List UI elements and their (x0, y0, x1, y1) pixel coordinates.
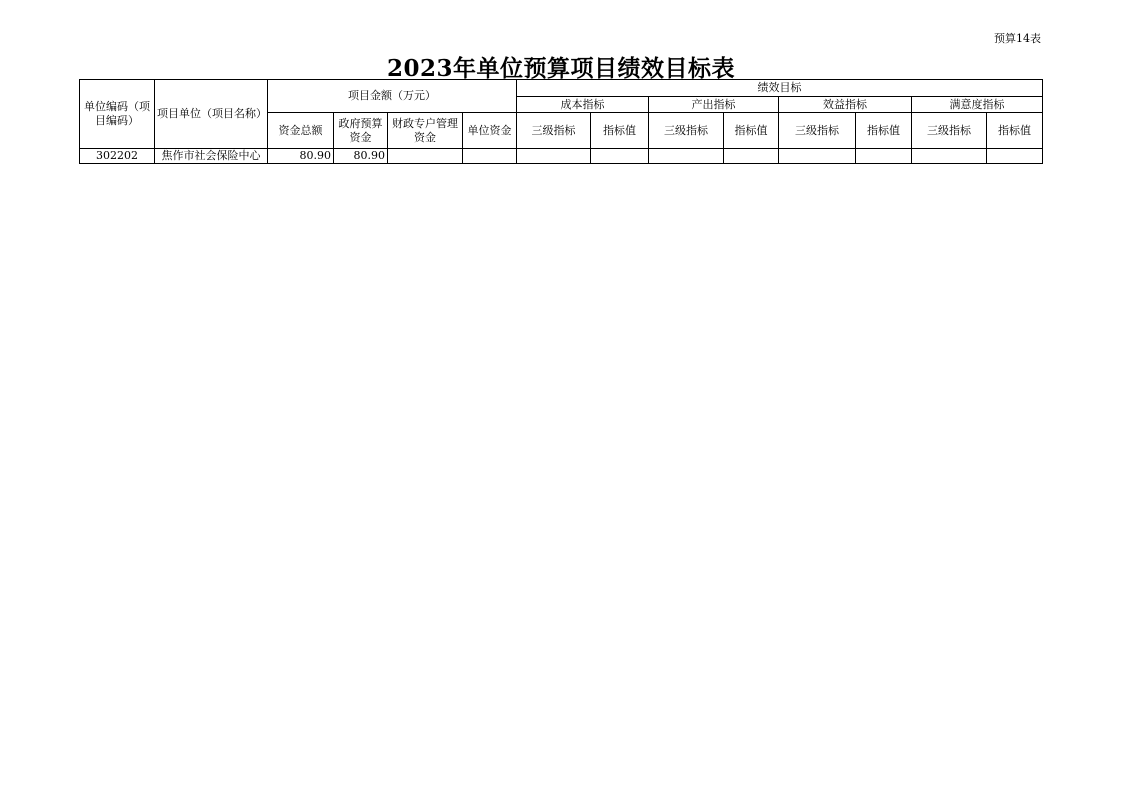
empty-cell (987, 149, 1043, 164)
empty-cell (649, 149, 724, 164)
header-level3-indicator: 三级指标 (912, 113, 987, 149)
header-amount-group: 项目金额（万元） (268, 80, 517, 113)
header-unit-funds: 单位资金 (463, 113, 517, 149)
header-unit-name: 项目单位（项目名称） (155, 80, 268, 149)
empty-cell (912, 149, 987, 164)
unit-total-funds: 80.90 (268, 149, 334, 164)
unit-code: 302202 (80, 149, 155, 164)
empty-cell (724, 149, 779, 164)
table-number-label: 预算14表 (994, 32, 1041, 45)
header-level3-indicator: 三级指标 (649, 113, 724, 149)
header-total-funds: 资金总额 (268, 113, 334, 149)
header-cost-indicator: 成本指标 (517, 97, 649, 113)
header-indicator-value: 指标值 (856, 113, 912, 149)
header-unit-code: 单位编码（项目编码） (80, 80, 155, 149)
header-gov-budget-funds: 政府预算资金 (334, 113, 388, 149)
empty-cell (388, 149, 463, 164)
header-benefit-indicator: 效益指标 (779, 97, 912, 113)
empty-cell (856, 149, 912, 164)
empty-cell (463, 149, 517, 164)
header-indicator-value: 指标值 (591, 113, 649, 149)
page-title: 2023年单位预算项目绩效目标表 (386, 55, 735, 82)
header-level3-indicator: 三级指标 (779, 113, 856, 149)
unit-gov-funds: 80.90 (334, 149, 388, 164)
header-level3-indicator: 三级指标 (517, 113, 591, 149)
header-indicator-value: 指标值 (724, 113, 779, 149)
header-performance-goal: 绩效目标 (517, 80, 1043, 97)
performance-goal-table (79, 79, 1043, 164)
empty-cell (517, 149, 591, 164)
header-special-account-funds: 财政专户管理资金 (388, 113, 463, 149)
empty-cell (779, 149, 856, 164)
unit-name: 焦作市社会保险中心 (155, 149, 268, 164)
header-indicator-value: 指标值 (987, 113, 1043, 149)
header-satisfaction-indicator: 满意度指标 (912, 97, 1043, 113)
empty-cell (591, 149, 649, 164)
header-output-indicator: 产出指标 (649, 97, 779, 113)
